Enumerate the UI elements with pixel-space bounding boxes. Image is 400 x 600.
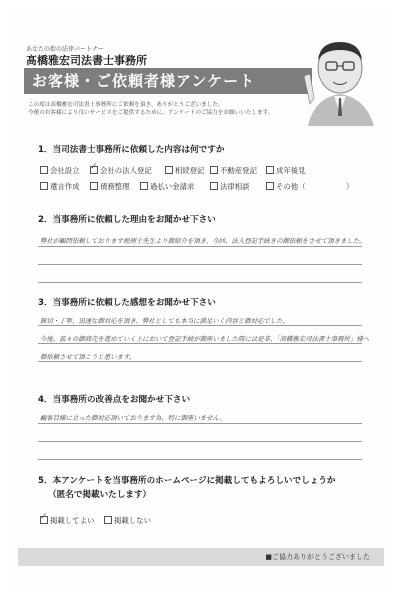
tagline: あなたの街の法律パートナー (26, 46, 105, 53)
checkbox[interactable] (40, 166, 48, 174)
q3-answer-line-1[interactable]: 親切・丁寧、迅速な御対応を頂き、弊社としても本当に満足いく内容と御対応でした。 (40, 317, 289, 325)
checkbox[interactable] (210, 166, 218, 174)
checkbox[interactable] (210, 182, 218, 190)
answer-rule (38, 441, 362, 442)
lawyer-mascot-illustration (300, 36, 380, 126)
intro-line-2: 今後のお客様により良いサービスをご提供するために、アンケートのご協力をお願いいたします。 (28, 110, 274, 116)
answer-rule (38, 423, 362, 424)
q1-other-close-paren: ） (346, 182, 354, 191)
checkbox[interactable] (266, 166, 274, 174)
q3-answer-line-2[interactable]: 今後、我々の御商売を進めていく上において登記手続が御座いました際には是非、「高橋雅宏司法書士事務所」様へ (40, 335, 370, 343)
survey-banner: お客様・ご依頼者様アンケート (24, 68, 312, 94)
q5-option-decline-publish[interactable]: 掲載しない (104, 515, 151, 526)
checkbox-checked[interactable] (40, 516, 48, 524)
intro-line-1: この度は髙橋雅宏司法書士事務所にご依頼を頂き、ありがとうございました。 (28, 102, 224, 108)
q2-answer-line-1[interactable]: 弊社が顧問依頼しております税理士先生より御紹介を頂き、今回、法人登記手続きの御依頼をさせて頂きました。 (40, 237, 366, 245)
answer-rule (38, 361, 362, 362)
q1-option-corporate-registration[interactable]: ✓ 会社の法人登記 (90, 165, 152, 176)
q4-title: 4．当事務所の改善点をお聞かせ下さい (38, 395, 191, 405)
q5-title-line-2: （匿名で掲載いたします） (48, 490, 152, 500)
q3-answer-line-3[interactable]: 御依頼させて頂こうと思います。 (40, 353, 136, 361)
q1-option-legal-consultation[interactable]: 法律相談 (210, 181, 250, 192)
answer-rule (38, 282, 362, 283)
q1-option-will[interactable]: 遺言作成 (40, 181, 80, 192)
q1-option-overpayment-claim[interactable]: 過払い金請求 (140, 181, 194, 192)
q1-option-company-setup[interactable]: 会社設立 (40, 165, 80, 176)
answer-rule (38, 343, 362, 344)
q2-title: 2．当事務所に依頼した理由をお聞かせ下さい (38, 215, 216, 225)
checkbox[interactable] (165, 166, 173, 174)
q1-option-real-estate-registration[interactable]: 不動産登記 (210, 165, 257, 176)
checkbox[interactable] (40, 182, 48, 190)
checkbox[interactable] (266, 182, 274, 190)
checkbox[interactable] (90, 182, 98, 190)
answer-rule (38, 459, 362, 460)
answer-rule (38, 264, 362, 265)
footer-thanks: ■ご協力ありがとうございました (265, 553, 370, 561)
checkbox[interactable] (104, 516, 112, 524)
q1-option-inheritance-registration[interactable]: 相続登記 (165, 165, 205, 176)
q1-option-other[interactable]: その他（ (266, 181, 306, 192)
checkbox[interactable] (140, 182, 148, 190)
office-name: 髙橋雅宏司法書士事務所 (26, 54, 147, 67)
q4-answer-line-1[interactable]: 顧客目線に立った御対応頂いております為、特に御座いません。 (40, 414, 226, 422)
footer-bar (18, 548, 384, 566)
q1-title: 1．当司法書士事務所に依頼した内容は何ですか (38, 145, 225, 155)
checkbox-checked[interactable] (90, 166, 98, 174)
q5-option-allow-publish[interactable]: ✓掲載してよい (40, 515, 94, 526)
answer-rule (38, 325, 362, 326)
q1-option-debt-consolidation[interactable]: 債務整理 (90, 181, 130, 192)
q5-title-line-1: 5．本アンケートを当事務所のホームページに掲載してもよろしいでしょうか (38, 476, 336, 486)
q3-title: 3．当事務所に依頼した感想をお聞かせ下さい (38, 298, 216, 308)
answer-rule (38, 246, 362, 247)
q1-option-guardianship[interactable]: 成年後見 (266, 165, 306, 176)
